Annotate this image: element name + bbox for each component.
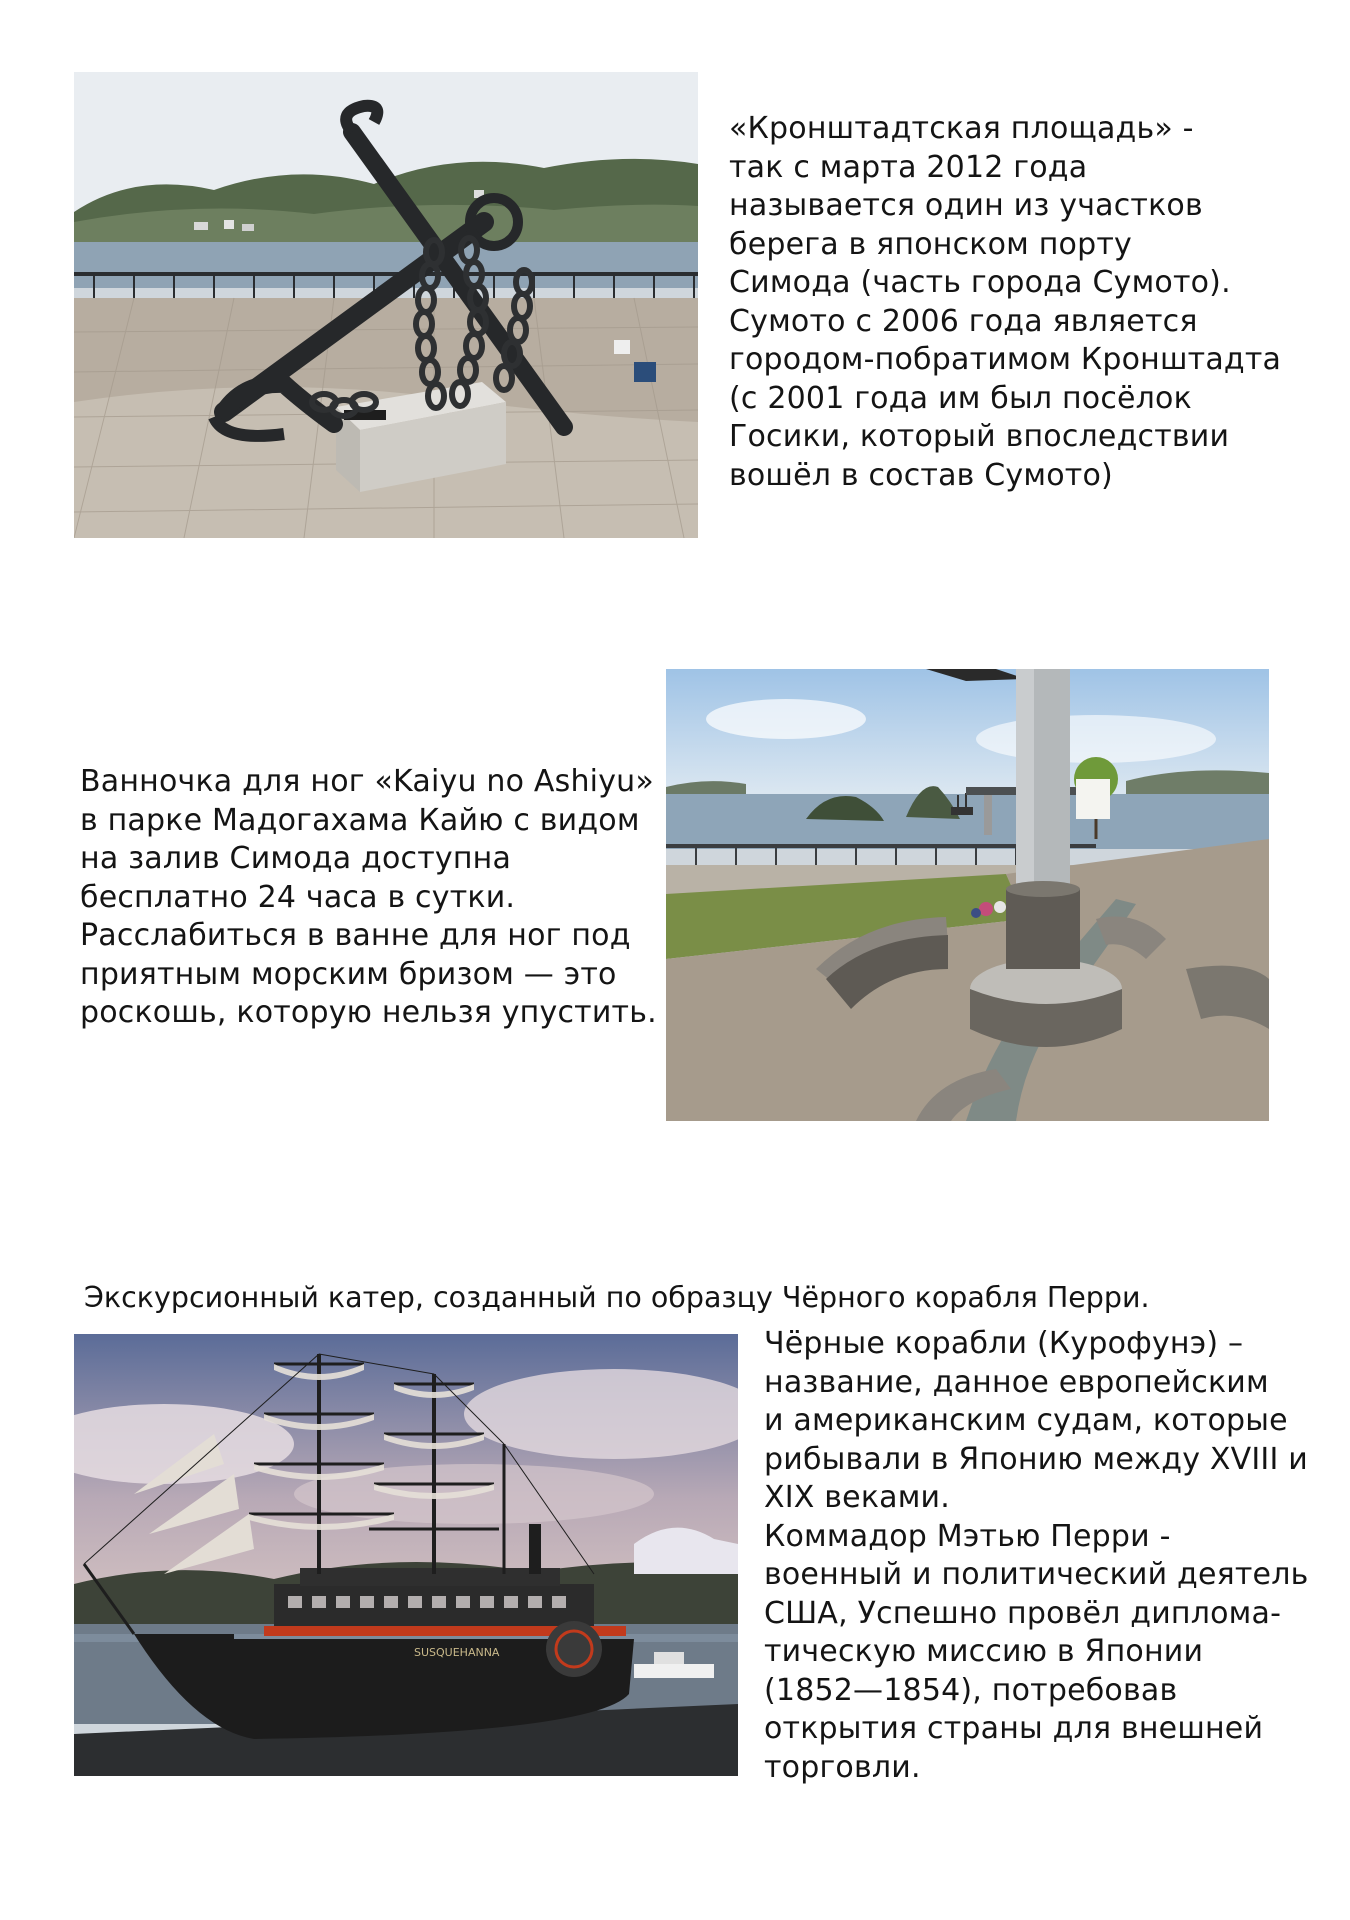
text-line: открытия страны для внешней	[764, 1711, 1264, 1746]
text-line: XIX веками.	[764, 1480, 950, 1515]
black-ship-photo-icon	[74, 1334, 738, 1776]
text-line: название, данное европейским	[764, 1364, 1269, 1400]
foot-bath-description	[80, 763, 657, 1033]
black-ship-photo	[74, 1334, 738, 1776]
text-line: и американским судам, которые	[764, 1403, 1288, 1438]
ship-hull-name-label: SUSQUEHANNA	[414, 1646, 500, 1659]
text-line: торговли.	[764, 1749, 921, 1785]
text-line: Чёрные корабли (Курофунэ) –	[764, 1326, 1244, 1361]
text-line: в парке Мадогахама Кайю с видом	[80, 802, 640, 838]
text-line: приятным морским бризом — это	[80, 956, 617, 992]
text-line: «Кронштадтская площадь» -	[729, 111, 1194, 146]
anchor-monument-photo-icon	[74, 72, 698, 538]
text-line: на залив Симода доступна	[80, 841, 512, 876]
text-line: бесплатно 24 часа в сутки.	[80, 879, 516, 915]
foot-bath-park-photo-icon	[666, 669, 1269, 1121]
text-line: рибывали в Японию между XVIII и	[764, 1441, 1308, 1477]
text-line: берега в японском порту	[729, 226, 1132, 262]
text-line: тическую миссию в Японии	[764, 1634, 1204, 1669]
text-line: Коммадор Мэтью Перри -	[764, 1518, 1171, 1554]
anchor-monument-photo	[74, 72, 698, 538]
text-line: называется один из участков	[729, 188, 1203, 223]
excursion-boat-caption: Экскурсионный катер, созданный по образцу Чёрного корабля Перри.	[84, 1281, 1150, 1314]
kronstadt-square-description	[729, 110, 1281, 495]
text-line: (с 2001 года им был посёлок	[729, 380, 1192, 416]
text-line: Сумото с 2006 года является	[729, 303, 1198, 339]
text-line: Расслабиться в ванне для ног под	[80, 918, 631, 953]
text-line: США, Успешно провёл диплома-	[764, 1595, 1282, 1631]
text-line: Ванночка для ног «Kaiyu no Ashiyu»	[80, 764, 654, 799]
text-line: вошёл в состав Сумото)	[729, 457, 1113, 493]
text-line: (1852—1854), потребовав	[764, 1672, 1178, 1708]
text-line: роскошь, которую нельзя упустить.	[80, 995, 657, 1030]
text-line: Симода (часть города Сумото).	[729, 265, 1231, 300]
text-line: городом-побратимом Кронштадта	[729, 342, 1282, 377]
text-line: Госики, который впоследствии	[729, 419, 1230, 454]
black-ships-description	[764, 1325, 1308, 1787]
text-line: военный и политический деятель	[764, 1557, 1309, 1592]
foot-bath-park-photo	[666, 669, 1269, 1121]
text-line: так с марта 2012 года	[729, 149, 1088, 185]
